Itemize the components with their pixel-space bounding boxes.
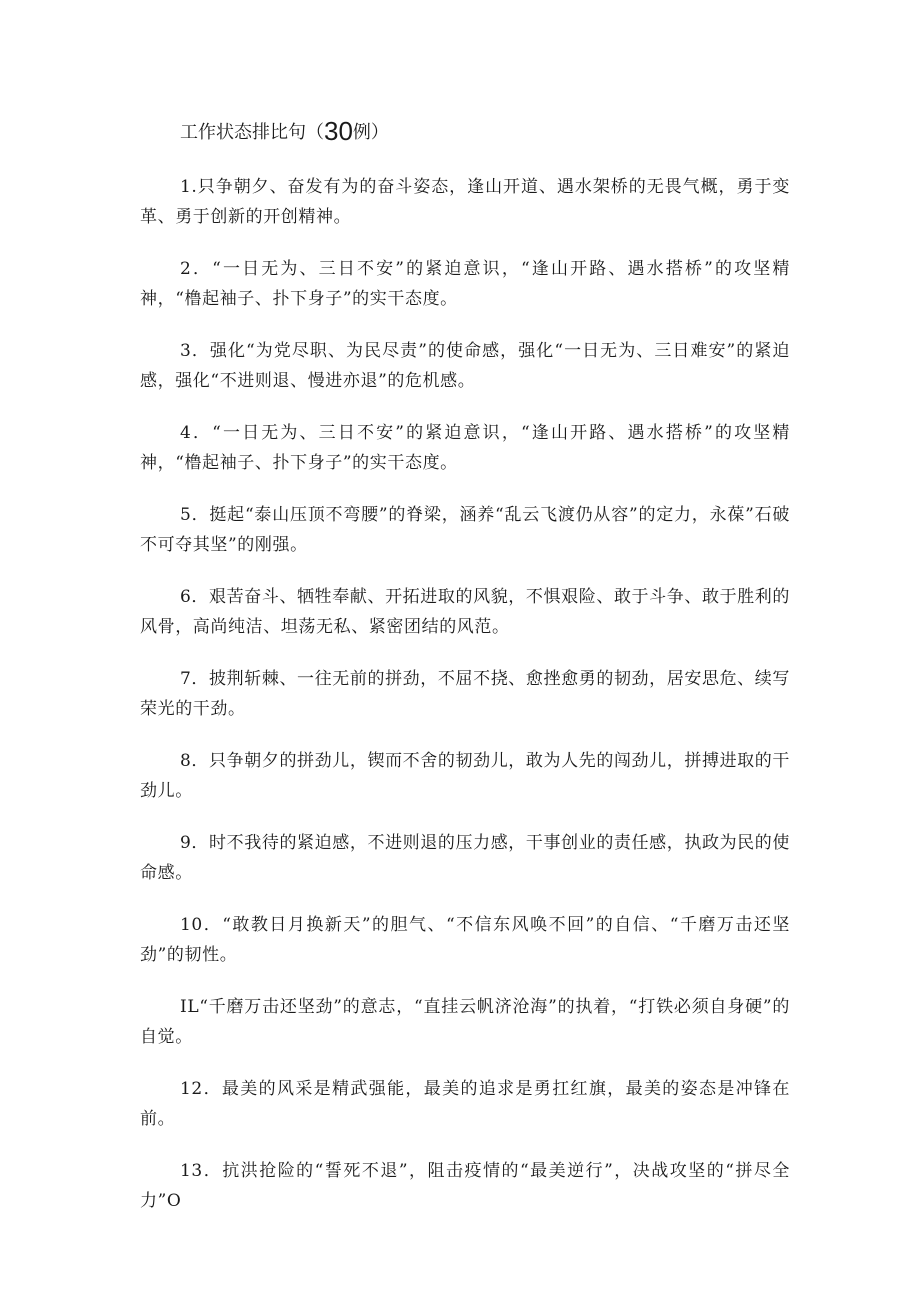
list-item: 13．抗洪抢险的“誓死不退”，阻击疫情的“最美逆行”，决战攻坚的“拼尽全力”O bbox=[140, 1161, 790, 1211]
document-title bbox=[180, 116, 389, 148]
list-item: 3．强化“为党尽职、为民尽责”的使命感，强化“一日无为、三日难安”的紧迫感，强化“不进则退、慢进亦退”的危机感。 bbox=[140, 341, 790, 391]
list-item: 4．“一日无为、三日不安”的紧迫意识，“逢山开路、遇水搭桥”的攻坚精神，“橹起袖子、扑下身子”的实干态度。 bbox=[140, 423, 790, 473]
list-item: IL“千磨万击还坚劲”的意志，“直挂云帆济沧海”的执着，“打铁必须自身硬”的自觉。 bbox=[140, 997, 790, 1047]
list-item: 9．时不我待的紧迫感，不进则退的压力感，干事创业的责任感，执政为民的使命感。 bbox=[140, 833, 790, 883]
list-item: 7．披荆斩棘、一往无前的拼劲，不屈不挠、愈挫愈勇的韧劲，居安思危、续写荣光的干劲。 bbox=[140, 669, 790, 719]
list-item: 12．最美的风采是精武强能，最美的追求是勇扛红旗，最美的姿态是冲锋在前。 bbox=[140, 1079, 790, 1129]
sentence-list bbox=[140, 172, 790, 1238]
list-item: 6．艰苦奋斗、牺牲奉献、开拓进取的风貌，不惧艰险、敢于斗争、敢于胜利的风骨，高尚纯洁、坦荡无私、紧密团结的风范。 bbox=[140, 587, 790, 637]
list-item: 2．“一日无为、三日不安”的紧迫意识，“逢山开路、遇水搭桥”的攻坚精神，“橹起袖子、扑下身子”的实干态度。 bbox=[140, 259, 790, 309]
title-suffix: 例） bbox=[352, 122, 389, 143]
title-number: 30 bbox=[324, 116, 353, 146]
title-prefix: 工作状态排比句（ bbox=[180, 122, 324, 143]
list-item: 5．挺起“泰山压顶不弯腰”的脊梁，涵养“乱云飞渡仍从容”的定力，永葆”石破不可夺其坚”的刚强。 bbox=[140, 505, 790, 555]
list-item: 8．只争朝夕的拼劲儿，锲而不舍的韧劲儿，敢为人先的闯劲儿，拼搏进取的干劲儿。 bbox=[140, 751, 790, 801]
list-item: 10．“敢教日月换新天”的胆气、“不信东风唤不回”的自信、“千磨万击还坚劲”的韧性。 bbox=[140, 915, 790, 965]
list-item: 1.只争朝夕、奋发有为的奋斗姿态，逢山开道、遇水架桥的无畏气概，勇于变革、勇于创新的开创精神。 bbox=[140, 177, 790, 227]
